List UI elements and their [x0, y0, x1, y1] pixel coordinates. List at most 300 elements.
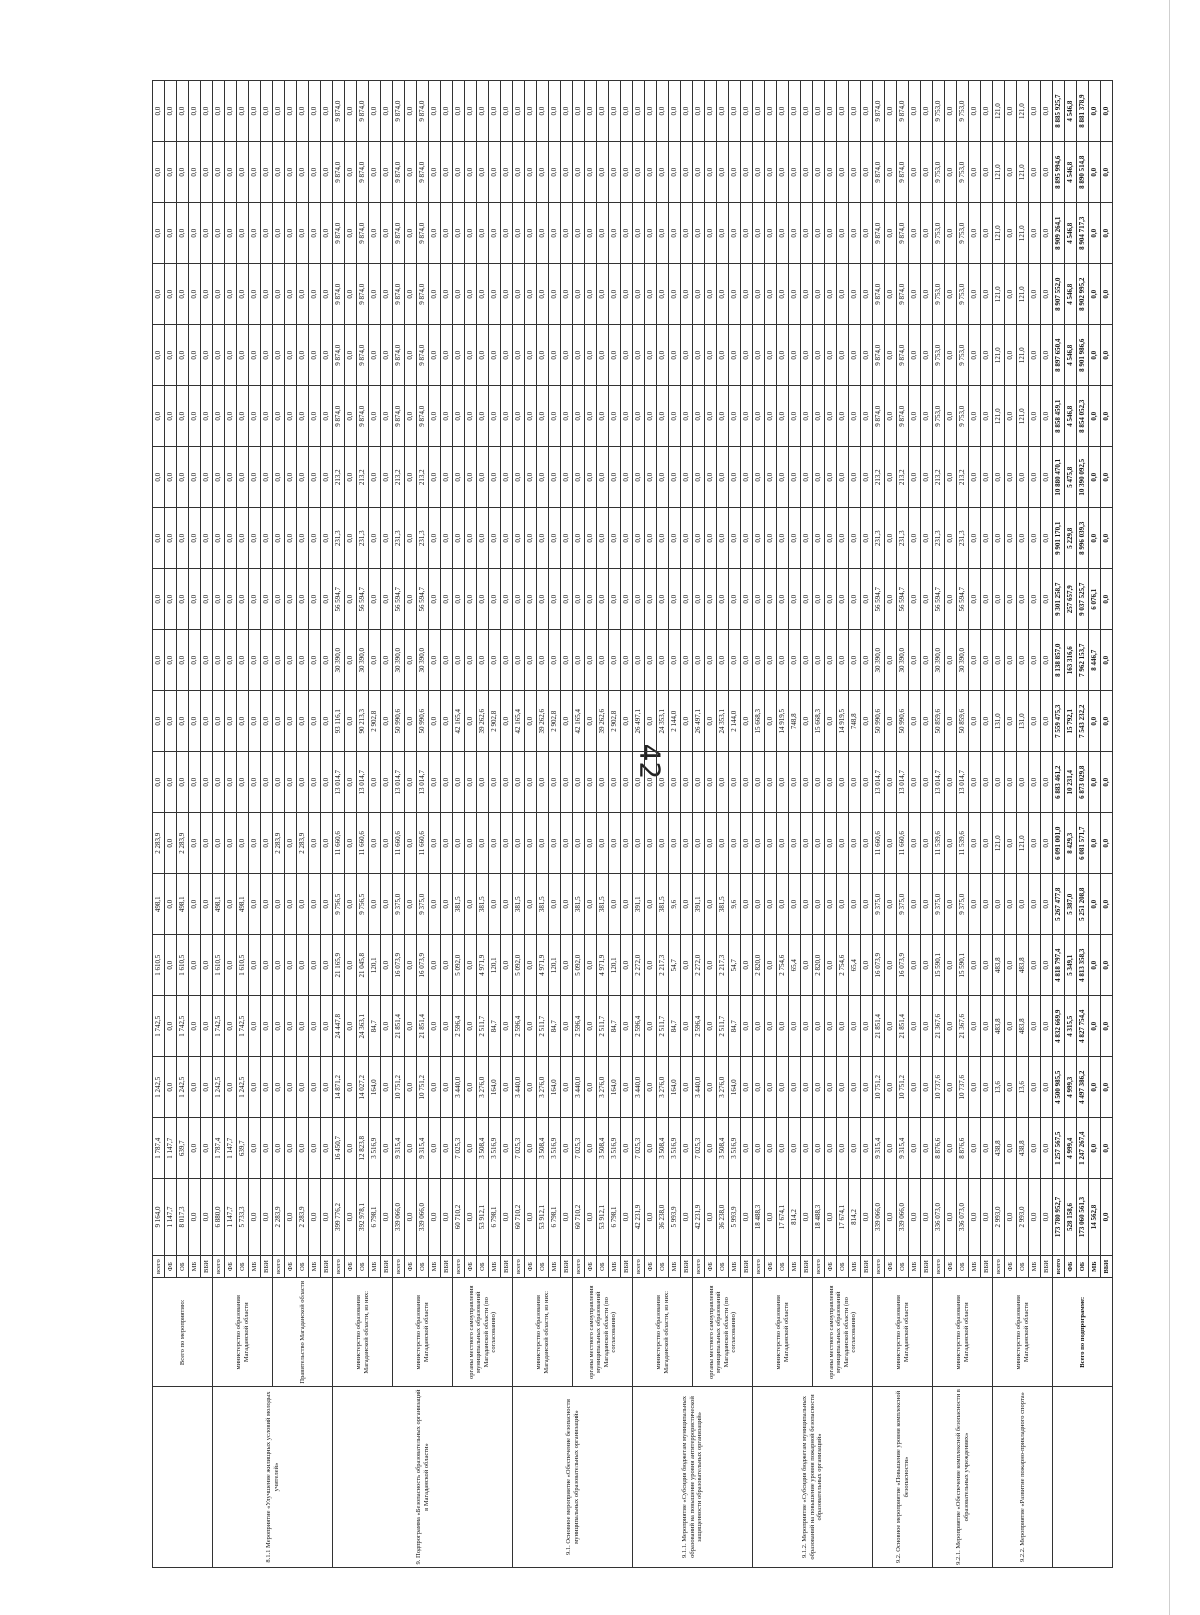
year-value-cell: 0,0: [1041, 1057, 1053, 1118]
year-value-cell: 0,0: [525, 508, 537, 569]
year-value-cell: 0,0: [1089, 203, 1101, 264]
year-value-cell: 0,0: [441, 386, 453, 447]
year-value-cell: 0,0: [213, 325, 225, 386]
year-value-cell: 0,0: [201, 1057, 213, 1118]
year-value-cell: 0,0: [705, 691, 717, 752]
year-value-cell: 10 231,4: [1065, 752, 1077, 813]
funding-source-cell: МБ: [669, 1255, 681, 1278]
executor-cell: министерство образования Магаданской области, из них:: [633, 1278, 693, 1387]
year-value-cell: 16 073,9: [393, 935, 405, 996]
year-value-cell: 13 014,7: [873, 752, 885, 813]
table-row: [153, 81, 165, 1568]
year-value-cell: 0,0: [429, 691, 441, 752]
year-value-cell: 0,0: [705, 81, 717, 142]
year-value-cell: 0,0: [813, 386, 825, 447]
total-value-cell: 53 912,1: [537, 1179, 549, 1256]
year-value-cell: 0,0: [837, 386, 849, 447]
year-value-cell: 9 874,0: [333, 203, 345, 264]
year-value-cell: 0,0: [717, 142, 729, 203]
year-value-cell: 0,0: [441, 1118, 453, 1179]
year-value-cell: 0,0: [621, 1057, 633, 1118]
year-value-cell: 0,0: [321, 264, 333, 325]
year-value-cell: 0,0: [1005, 569, 1017, 630]
total-value-cell: 339 066,0: [897, 1179, 909, 1256]
year-value-cell: 0,0: [321, 813, 333, 874]
year-value-cell: 0,0: [1101, 386, 1113, 447]
total-value-cell: 0,0: [561, 1179, 573, 1256]
year-value-cell: 0,0: [777, 630, 789, 691]
year-value-cell: 0,0: [801, 935, 813, 996]
year-value-cell: 0,0: [585, 630, 597, 691]
year-value-cell: 0,0: [525, 81, 537, 142]
year-value-cell: 0,0: [837, 325, 849, 386]
year-value-cell: 9 874,0: [873, 142, 885, 203]
year-value-cell: 0,0: [813, 508, 825, 569]
year-value-cell: 0,0: [321, 447, 333, 508]
year-value-cell: 3 276,0: [477, 1057, 489, 1118]
year-value-cell: 121,0: [993, 386, 1005, 447]
year-value-cell: 9 753,0: [957, 142, 969, 203]
year-value-cell: 0,0: [189, 569, 201, 630]
year-value-cell: 0,0: [645, 935, 657, 996]
year-value-cell: 0,0: [981, 508, 993, 569]
year-value-cell: 2 511,7: [717, 996, 729, 1057]
year-value-cell: 498,1: [213, 874, 225, 935]
year-value-cell: 0,0: [237, 325, 249, 386]
year-value-cell: 0,0: [813, 264, 825, 325]
year-value-cell: 0,0: [249, 386, 261, 447]
funding-source-cell: ФБ: [525, 1255, 537, 1278]
year-value-cell: 4 813 358,3: [1077, 935, 1089, 996]
year-value-cell: 0,0: [225, 630, 237, 691]
year-value-cell: 0,0: [477, 508, 489, 569]
year-value-cell: 0,0: [849, 142, 861, 203]
funding-source-cell: ОБ: [297, 1255, 309, 1278]
year-value-cell: 3 508,4: [657, 1118, 669, 1179]
year-value-cell: 0,0: [321, 1118, 333, 1179]
year-value-cell: 0,0: [381, 996, 393, 1057]
year-value-cell: 0,0: [717, 81, 729, 142]
year-value-cell: 0,0: [825, 630, 837, 691]
year-value-cell: 0,0: [525, 447, 537, 508]
year-value-cell: 0,0: [753, 386, 765, 447]
total-value-cell: 0,0: [345, 1179, 357, 1256]
year-value-cell: 0,0: [465, 1118, 477, 1179]
year-value-cell: 0,0: [573, 325, 585, 386]
year-value-cell: 0,0: [813, 630, 825, 691]
year-value-cell: 39 262,6: [477, 691, 489, 752]
year-value-cell: 0,0: [777, 508, 789, 569]
year-value-cell: 0,0: [213, 813, 225, 874]
year-value-cell: 0,0: [729, 508, 741, 569]
year-value-cell: 9 375,0: [957, 874, 969, 935]
funding-source-cell: ФБ: [225, 1255, 237, 1278]
year-value-cell: 0,0: [849, 996, 861, 1057]
year-value-cell: 0,0: [981, 1057, 993, 1118]
year-value-cell: 0,0: [477, 630, 489, 691]
year-value-cell: 0,0: [501, 874, 513, 935]
year-value-cell: 0,0: [741, 752, 753, 813]
funding-source-cell: ОБ: [357, 1255, 369, 1278]
executor-cell: Всего по мероприятию:: [153, 1278, 213, 1387]
funding-source-cell: всего: [333, 1255, 345, 1278]
year-value-cell: 8 890 514,8: [1077, 142, 1089, 203]
year-value-cell: 0,0: [945, 996, 957, 1057]
year-value-cell: 0,0: [573, 447, 585, 508]
year-value-cell: 0,0: [645, 203, 657, 264]
year-value-cell: 0,0: [861, 630, 873, 691]
table-row: [813, 81, 825, 1568]
year-value-cell: 0,0: [765, 935, 777, 996]
year-value-cell: 0,0: [597, 569, 609, 630]
year-value-cell: 639,7: [177, 1118, 189, 1179]
measure-name-cell: 9.1.1. Мероприятие «Субсидия бюджетам муниципальных образований на повышение уровня антитеррористической защищенности образовательных организаций»: [633, 1387, 753, 1568]
year-value-cell: 0,0: [501, 752, 513, 813]
year-value-cell: 10 737,6: [933, 1057, 945, 1118]
year-value-cell: 9 874,0: [417, 81, 429, 142]
year-value-cell: 0,0: [765, 874, 777, 935]
year-value-cell: 1 610,5: [237, 935, 249, 996]
year-value-cell: 391,1: [693, 874, 705, 935]
table-row: [273, 81, 285, 1568]
year-value-cell: 0,0: [825, 142, 837, 203]
year-value-cell: 0,0: [345, 81, 357, 142]
executor-cell: министерство образования Магаданской области: [873, 1278, 933, 1387]
year-value-cell: 0,0: [945, 508, 957, 569]
year-value-cell: 0,0: [1029, 752, 1041, 813]
year-value-cell: 0,0: [273, 1057, 285, 1118]
year-value-cell: 4 971,9: [597, 935, 609, 996]
total-value-cell: 339 066,0: [873, 1179, 885, 1256]
year-value-cell: 8 904 717,3: [1077, 203, 1089, 264]
year-value-cell: 0,0: [1101, 203, 1113, 264]
year-value-cell: 0,0: [225, 813, 237, 874]
year-value-cell: 0,0: [801, 874, 813, 935]
year-value-cell: 0,0: [201, 81, 213, 142]
year-value-cell: 0,0: [969, 996, 981, 1057]
year-value-cell: 0,0: [213, 81, 225, 142]
year-value-cell: 2 283,9: [273, 813, 285, 874]
year-value-cell: 0,0: [297, 142, 309, 203]
year-value-cell: 0,0: [489, 203, 501, 264]
year-value-cell: 0,0: [861, 1118, 873, 1179]
year-value-cell: 0,0: [573, 142, 585, 203]
year-value-cell: 0,0: [837, 447, 849, 508]
year-value-cell: 121,0: [1017, 325, 1029, 386]
year-value-cell: 0,0: [381, 752, 393, 813]
funding-source-cell: МБ: [729, 1255, 741, 1278]
year-value-cell: 0,0: [885, 508, 897, 569]
year-value-cell: 498,1: [237, 874, 249, 935]
year-value-cell: 0,0: [261, 203, 273, 264]
year-value-cell: 0,0: [1041, 691, 1053, 752]
year-value-cell: 13 014,7: [897, 752, 909, 813]
year-value-cell: 65,4: [849, 935, 861, 996]
total-value-cell: 0,0: [981, 1179, 993, 1256]
year-value-cell: 0,0: [285, 81, 297, 142]
year-value-cell: 0,0: [693, 142, 705, 203]
year-value-cell: 0,0: [501, 630, 513, 691]
year-value-cell: 0,0: [309, 874, 321, 935]
year-value-cell: 164,0: [729, 1057, 741, 1118]
year-value-cell: 0,0: [813, 813, 825, 874]
year-value-cell: 4 832 669,9: [1053, 996, 1065, 1057]
funding-source-cell: всего: [1053, 1255, 1065, 1278]
year-value-cell: 0,0: [1029, 935, 1041, 996]
year-value-cell: 14 919,5: [837, 691, 849, 752]
year-value-cell: 0,0: [273, 1118, 285, 1179]
total-value-cell: 0,0: [1041, 1179, 1053, 1256]
year-value-cell: 3 508,4: [477, 1118, 489, 1179]
year-value-cell: 0,0: [741, 508, 753, 569]
year-value-cell: 0,0: [837, 569, 849, 630]
year-value-cell: 0,0: [849, 813, 861, 874]
year-value-cell: 4 546,8: [1065, 264, 1077, 325]
year-value-cell: 30 390,0: [873, 630, 885, 691]
year-value-cell: 30 390,0: [897, 630, 909, 691]
total-value-cell: 339 066,0: [417, 1179, 429, 1256]
year-value-cell: 9 874,0: [417, 264, 429, 325]
year-value-cell: 0,0: [1029, 1057, 1041, 1118]
year-value-cell: 0,0: [621, 81, 633, 142]
year-value-cell: 0,0: [237, 81, 249, 142]
year-value-cell: 6 873 029,8: [1077, 752, 1089, 813]
year-value-cell: 0,0: [705, 874, 717, 935]
year-value-cell: 0,0: [669, 142, 681, 203]
year-value-cell: 0,0: [1101, 630, 1113, 691]
year-value-cell: 0,0: [297, 264, 309, 325]
year-value-cell: 0,0: [801, 203, 813, 264]
year-value-cell: 0,0: [825, 386, 837, 447]
year-value-cell: 0,0: [945, 874, 957, 935]
year-value-cell: 0,0: [285, 447, 297, 508]
funding-source-cell: всего: [453, 1255, 465, 1278]
year-value-cell: 0,0: [669, 447, 681, 508]
year-value-cell: 0,0: [261, 1057, 273, 1118]
year-value-cell: 0,0: [789, 874, 801, 935]
year-value-cell: 50 859,6: [933, 691, 945, 752]
year-value-cell: 0,0: [345, 264, 357, 325]
year-value-cell: 0,0: [201, 1118, 213, 1179]
year-value-cell: 0,0: [849, 1118, 861, 1179]
year-value-cell: 0,0: [609, 264, 621, 325]
year-value-cell: 0,0: [441, 874, 453, 935]
year-value-cell: 0,0: [465, 508, 477, 569]
year-value-cell: 2 596,4: [453, 996, 465, 1057]
year-value-cell: 0,0: [681, 1118, 693, 1179]
year-value-cell: 56 594,7: [393, 569, 405, 630]
total-value-cell: 0,0: [189, 1179, 201, 1256]
funding-source-cell: ВБИ: [801, 1255, 813, 1278]
year-value-cell: 2 283,9: [153, 813, 165, 874]
year-value-cell: 0,0: [453, 203, 465, 264]
year-value-cell: 0,0: [573, 508, 585, 569]
year-value-cell: 0,0: [753, 996, 765, 1057]
year-value-cell: 10 751,2: [897, 1057, 909, 1118]
year-value-cell: 0,0: [657, 142, 669, 203]
funding-source-cell: всего: [813, 1255, 825, 1278]
year-value-cell: 121,0: [1017, 813, 1029, 874]
year-value-cell: 10 390 092,5: [1077, 447, 1089, 508]
year-value-cell: 0,0: [441, 142, 453, 203]
funding-source-cell: всего: [693, 1255, 705, 1278]
year-value-cell: 231,3: [417, 508, 429, 569]
total-value-cell: 0,0: [405, 1179, 417, 1256]
year-value-cell: 0,0: [909, 142, 921, 203]
year-value-cell: 0,0: [705, 142, 717, 203]
year-value-cell: 0,0: [561, 813, 573, 874]
total-value-cell: 0,0: [321, 1179, 333, 1256]
year-value-cell: 0,0: [777, 81, 789, 142]
year-value-cell: 0,0: [753, 325, 765, 386]
funding-source-cell: ФБ: [585, 1255, 597, 1278]
year-value-cell: 3 276,0: [597, 1057, 609, 1118]
year-value-cell: 0,0: [921, 81, 933, 142]
year-value-cell: 2 754,6: [777, 935, 789, 996]
year-value-cell: 0,0: [753, 813, 765, 874]
year-value-cell: 0,0: [1005, 142, 1017, 203]
year-value-cell: 231,3: [957, 508, 969, 569]
year-value-cell: 0,0: [165, 264, 177, 325]
funding-source-cell: ФБ: [345, 1255, 357, 1278]
year-value-cell: 0,0: [633, 81, 645, 142]
year-value-cell: 0,0: [789, 142, 801, 203]
year-value-cell: 0,0: [789, 1118, 801, 1179]
year-value-cell: 0,0: [345, 996, 357, 1057]
year-value-cell: 0,0: [645, 874, 657, 935]
year-value-cell: 0,0: [501, 691, 513, 752]
year-value-cell: 0,0: [969, 935, 981, 996]
year-value-cell: 0,0: [549, 508, 561, 569]
year-value-cell: 0,0: [1005, 1057, 1017, 1118]
year-value-cell: 0,0: [309, 691, 321, 752]
total-value-cell: 528 158,6: [1065, 1179, 1077, 1256]
year-value-cell: 0,0: [945, 203, 957, 264]
total-value-cell: 5 733,3: [237, 1179, 249, 1256]
year-value-cell: 0,0: [237, 630, 249, 691]
year-value-cell: 0,0: [573, 203, 585, 264]
year-value-cell: 0,0: [345, 1118, 357, 1179]
year-value-cell: 0,0: [381, 264, 393, 325]
year-value-cell: 14 027,2: [357, 1057, 369, 1118]
year-value-cell: 0,0: [981, 569, 993, 630]
year-value-cell: 0,0: [969, 142, 981, 203]
year-value-cell: 0,0: [741, 813, 753, 874]
executor-cell: министерство образования Магаданской области, из них:: [513, 1278, 573, 1387]
year-value-cell: 3 276,0: [537, 1057, 549, 1118]
year-value-cell: 0,0: [489, 81, 501, 142]
year-value-cell: 0,0: [885, 1118, 897, 1179]
year-value-cell: 8 858 459,1: [1053, 386, 1065, 447]
year-value-cell: 0,0: [969, 508, 981, 569]
year-value-cell: 0,0: [225, 81, 237, 142]
year-value-cell: 0,0: [1101, 81, 1113, 142]
funding-source-cell: МБ: [609, 1255, 621, 1278]
year-value-cell: 0,0: [429, 203, 441, 264]
year-value-cell: 0,0: [669, 81, 681, 142]
measure-name-cell: 8.1.1 Мероприятие «Улучшение жилищных условий молодых учителей»: [213, 1387, 333, 1568]
year-value-cell: 0,0: [825, 1118, 837, 1179]
year-value-cell: 0,0: [801, 264, 813, 325]
year-value-cell: 54,7: [669, 935, 681, 996]
year-value-cell: 0,0: [321, 874, 333, 935]
year-value-cell: 0,0: [369, 508, 381, 569]
year-value-cell: 0,0: [693, 752, 705, 813]
year-value-cell: 0,0: [273, 630, 285, 691]
year-value-cell: 84,7: [489, 996, 501, 1057]
year-value-cell: 0,0: [213, 203, 225, 264]
year-value-cell: 0,0: [909, 874, 921, 935]
year-value-cell: 0,0: [729, 203, 741, 264]
year-value-cell: 0,0: [501, 813, 513, 874]
year-value-cell: 90 213,3: [357, 691, 369, 752]
year-value-cell: 56 594,7: [357, 569, 369, 630]
rotated-table-wrapper: [152, 80, 1110, 1568]
year-value-cell: 0,0: [657, 630, 669, 691]
year-value-cell: 0,0: [549, 630, 561, 691]
year-value-cell: 0,0: [1101, 874, 1113, 935]
year-value-cell: 0,0: [1029, 386, 1041, 447]
year-value-cell: 0,0: [561, 142, 573, 203]
year-value-cell: 0,0: [537, 325, 549, 386]
total-value-cell: 0,0: [465, 1179, 477, 1256]
year-value-cell: 0,0: [429, 569, 441, 630]
year-value-cell: 0,0: [561, 691, 573, 752]
year-value-cell: 0,0: [513, 813, 525, 874]
year-value-cell: 0,0: [1005, 691, 1017, 752]
year-value-cell: 0,0: [621, 325, 633, 386]
total-value-cell: 0,0: [909, 1179, 921, 1256]
year-value-cell: 0,0: [261, 691, 273, 752]
year-value-cell: 5 229,8: [1065, 508, 1077, 569]
year-value-cell: 0,0: [297, 81, 309, 142]
year-value-cell: 13 014,7: [393, 752, 405, 813]
total-value-cell: 0,0: [381, 1179, 393, 1256]
year-value-cell: 0,0: [945, 447, 957, 508]
year-value-cell: 0,0: [597, 752, 609, 813]
year-value-cell: 13 014,7: [333, 752, 345, 813]
year-value-cell: 0,0: [969, 813, 981, 874]
year-value-cell: 0,0: [1017, 752, 1029, 813]
year-value-cell: 0,0: [225, 691, 237, 752]
year-value-cell: 0,0: [609, 813, 621, 874]
funding-source-cell: ВБИ: [561, 1255, 573, 1278]
year-value-cell: 0,0: [1005, 935, 1017, 996]
year-value-cell: 0,0: [657, 447, 669, 508]
year-value-cell: 0,0: [345, 874, 357, 935]
year-value-cell: 0,0: [585, 1118, 597, 1179]
year-value-cell: 0,0: [1101, 1057, 1113, 1118]
year-value-cell: 0,0: [405, 81, 417, 142]
year-value-cell: 0,0: [837, 813, 849, 874]
year-value-cell: 0,0: [405, 508, 417, 569]
year-value-cell: 0,0: [381, 325, 393, 386]
year-value-cell: 30 390,0: [357, 630, 369, 691]
year-value-cell: 0,0: [345, 203, 357, 264]
year-value-cell: 483,8: [993, 935, 1005, 996]
year-value-cell: 8 138 857,0: [1053, 630, 1065, 691]
year-value-cell: 0,0: [429, 264, 441, 325]
year-value-cell: 0,0: [789, 1057, 801, 1118]
year-value-cell: 213,2: [873, 447, 885, 508]
year-value-cell: 0,0: [693, 81, 705, 142]
year-value-cell: 2 272,0: [633, 935, 645, 996]
year-value-cell: 0,0: [693, 203, 705, 264]
year-value-cell: 0,0: [717, 569, 729, 630]
year-value-cell: 0,0: [669, 325, 681, 386]
year-value-cell: 16 073,9: [417, 935, 429, 996]
year-value-cell: 0,0: [1101, 325, 1113, 386]
